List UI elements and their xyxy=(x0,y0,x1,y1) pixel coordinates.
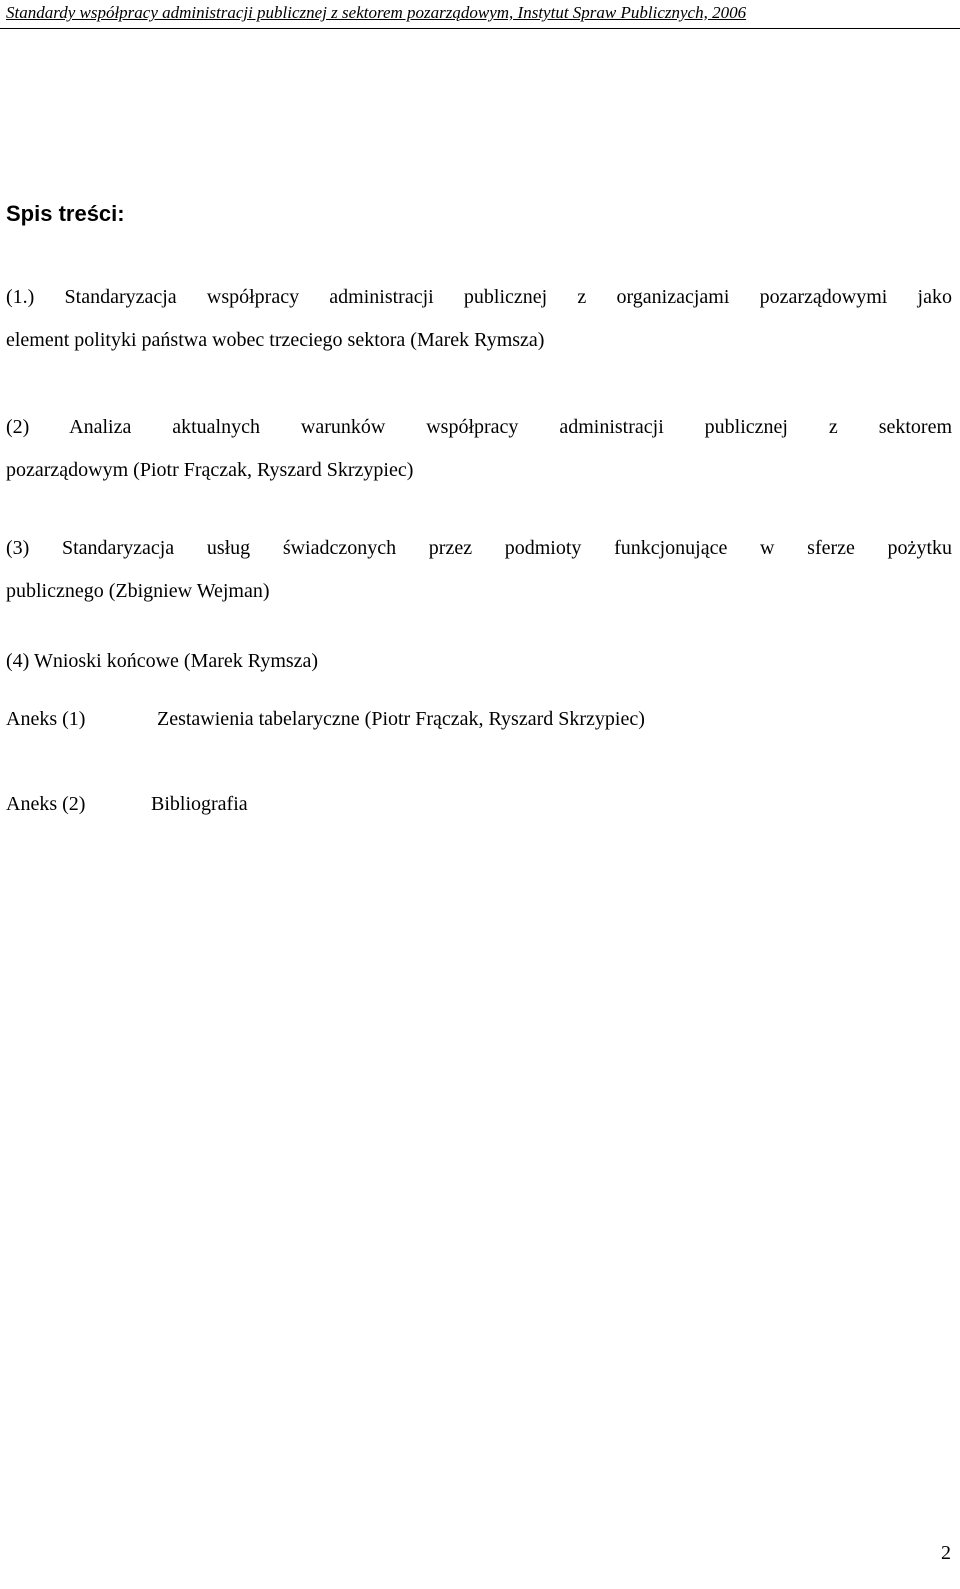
page-number: 2 xyxy=(941,1542,951,1564)
toc-entry-3 xyxy=(6,527,952,613)
toc-entry-4-line-1: (4) Wnioski końcowe (Marek Rymsza) xyxy=(6,650,319,672)
header-text: Standardy współpracy administracji publicznej z sektorem pozarządowym, Instytut Spraw Publicznych, 2006 xyxy=(6,3,747,22)
toc-title: Spis treści: xyxy=(6,201,125,226)
annex-1-label: Aneks (1) xyxy=(6,708,86,730)
toc-entry-3-line-1: (3) Standaryzacja usług świadczonych przez podmioty funkcjonujące w sferze pożytku xyxy=(6,537,952,559)
toc-entry-3-line-2: publicznego (Zbigniew Wejman) xyxy=(6,580,270,602)
annex-1 xyxy=(6,698,645,741)
toc-entry-2-line-2: pozarządowym (Piotr Frączak, Ryszard Skrzypiec) xyxy=(6,459,414,481)
annex-2-title: Bibliografia xyxy=(151,793,248,815)
annex-2 xyxy=(6,783,248,826)
annex-2-label: Aneks (2) xyxy=(6,793,86,815)
toc-entry-1 xyxy=(6,276,952,362)
page-header xyxy=(0,0,960,29)
toc-entry-1-line-1: (1.) Standaryzacja współpracy administracji publicznej z organizacjami pozarządowymi jako xyxy=(6,286,952,308)
toc-entry-2-line-1: (2) Analiza aktualnych warunków współpracy administracji publicznej z sektorem xyxy=(6,416,952,438)
toc-entry-2 xyxy=(6,406,952,492)
toc-entry-1-line-2: element polityki państwa wobec trzeciego sektora (Marek Rymsza) xyxy=(6,329,545,351)
annex-1-title: Zestawienia tabelaryczne (Piotr Frączak, Ryszard Skrzypiec) xyxy=(157,708,645,730)
toc-entry-4 xyxy=(6,640,952,683)
